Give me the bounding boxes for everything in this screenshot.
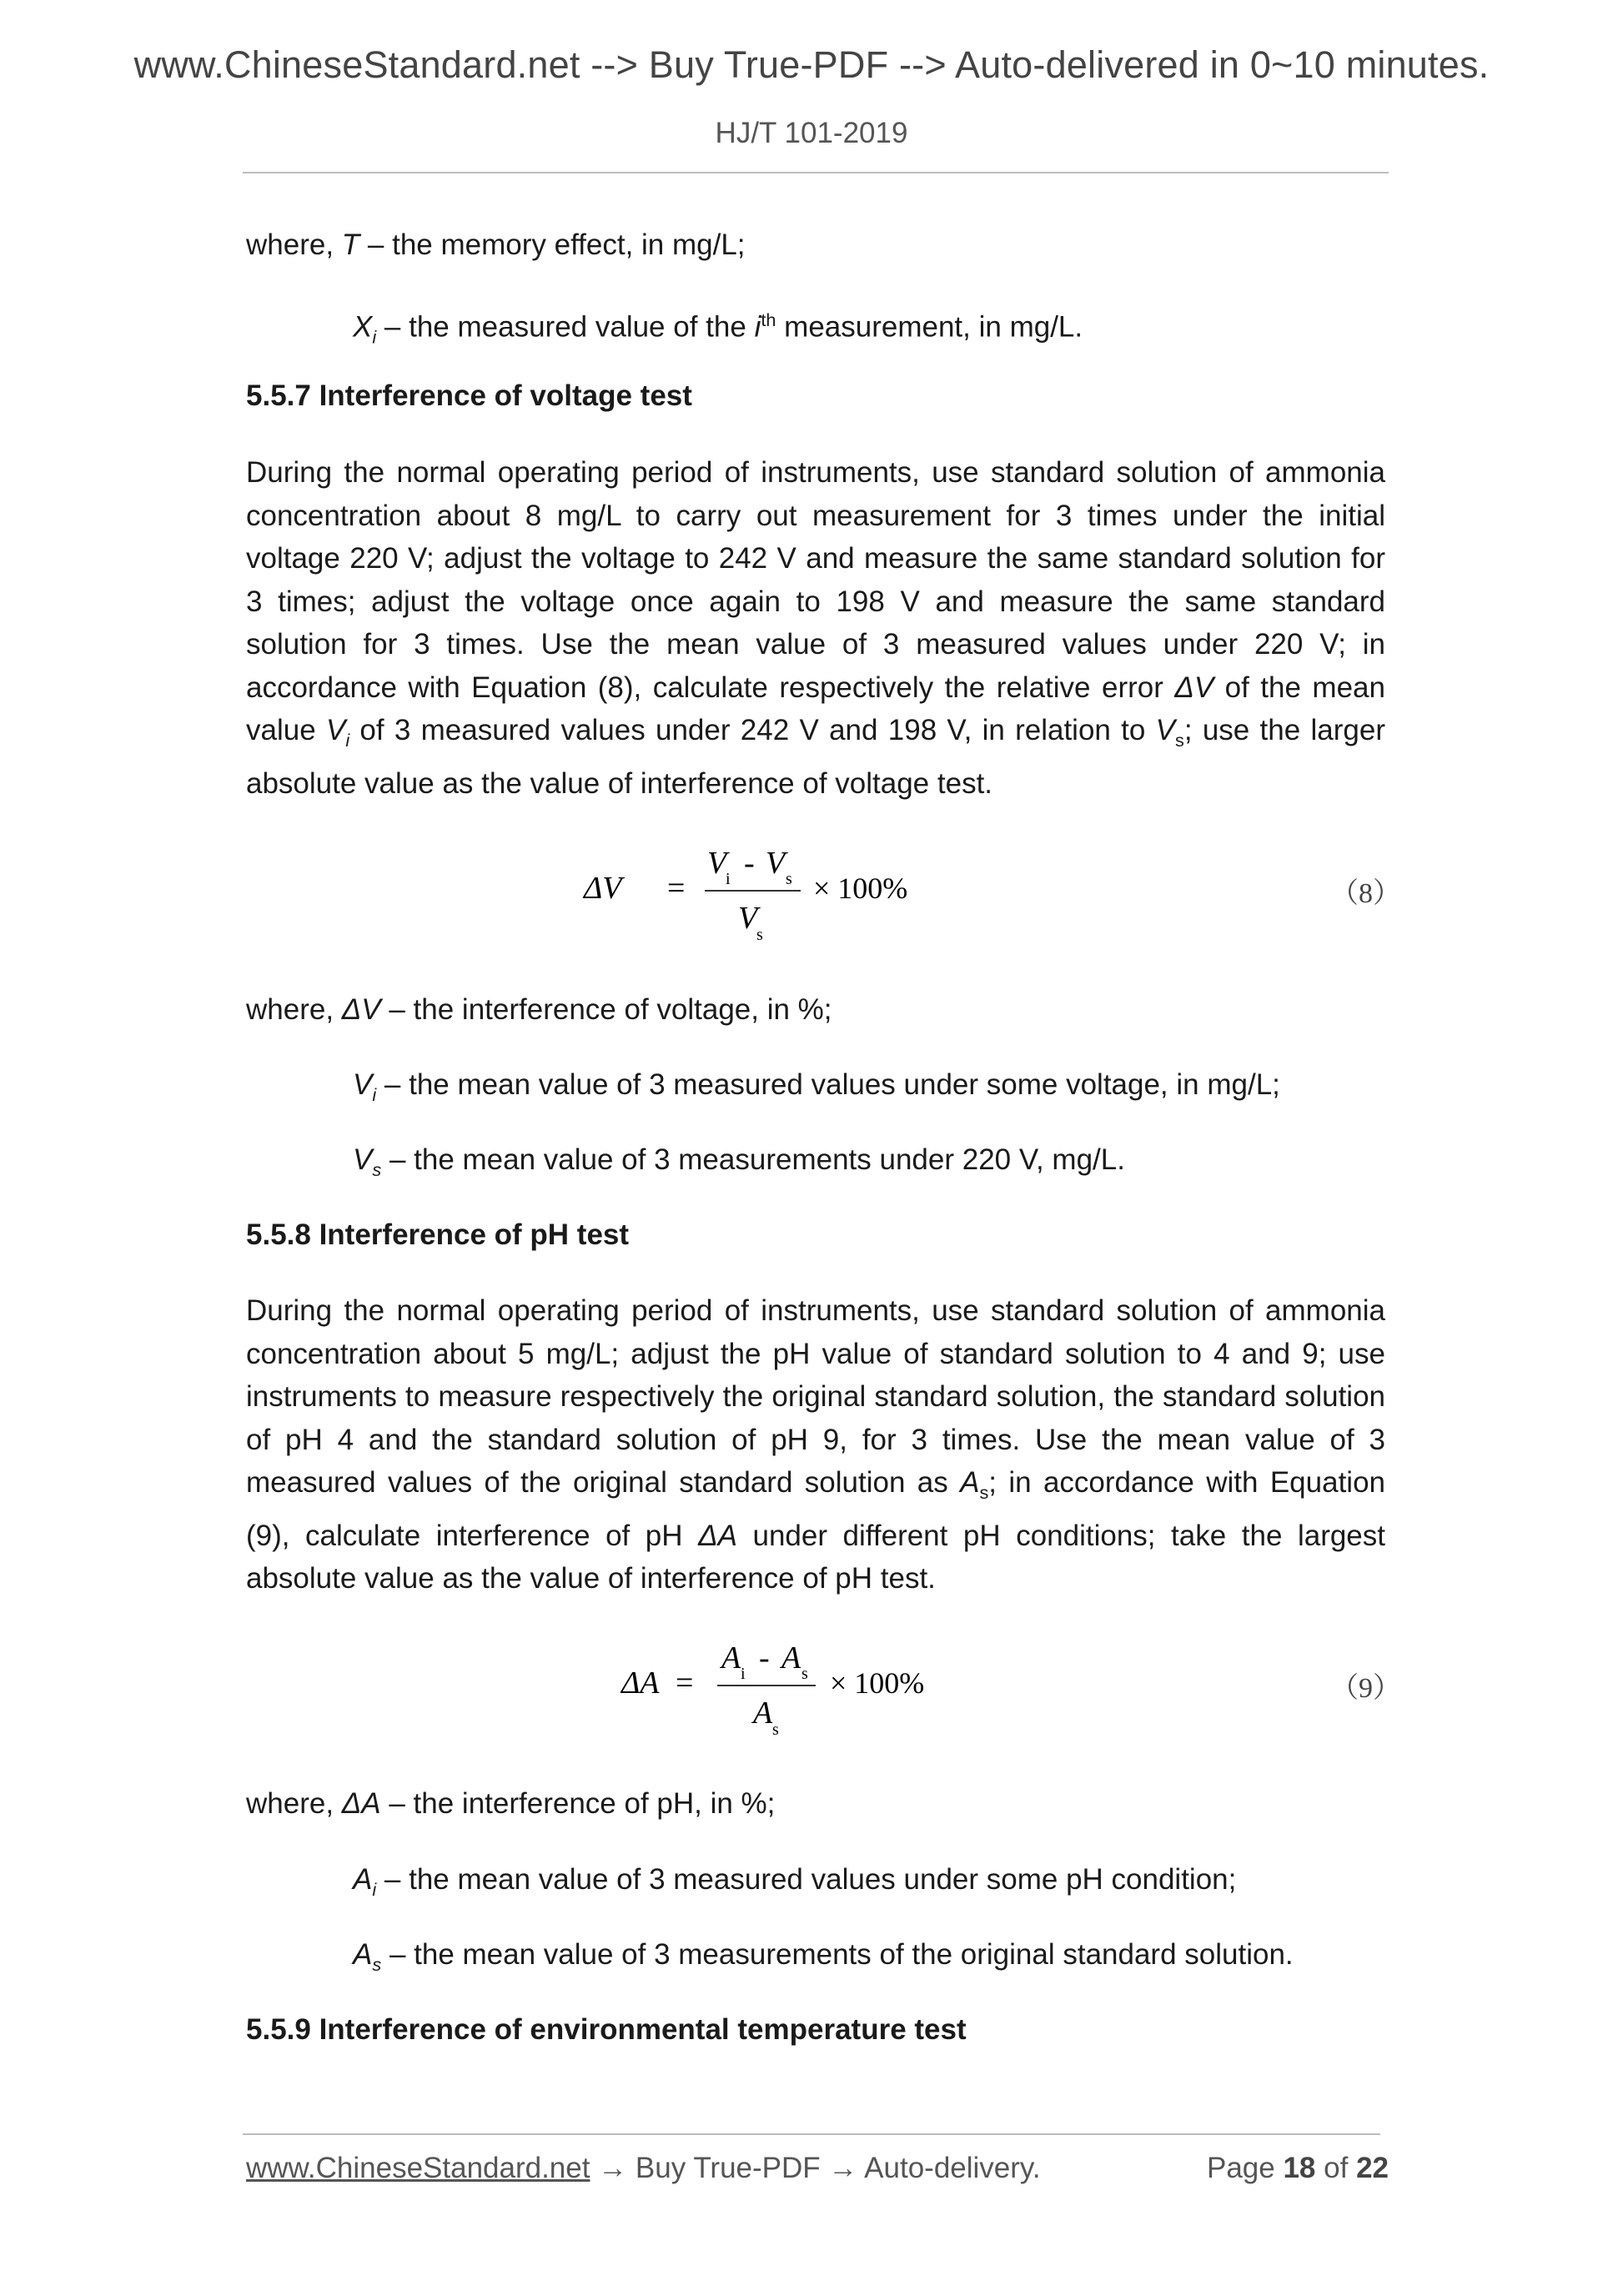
heading-5-5-8: 5.5.8 Interference of pH test	[246, 1218, 630, 1251]
eq9-minus: -	[759, 1640, 770, 1676]
def-Vi: $V_i$ – the mean value of 3 measured values under some voltage, in mg/L;	[353, 1068, 1280, 1105]
eq8-lhs: ΔV	[584, 871, 622, 906]
eq9-num-a-sub: i	[741, 1665, 746, 1683]
eq9-den: A	[753, 1696, 773, 1731]
footer-divider	[243, 2133, 1380, 2135]
eq8-den-sub: s	[756, 926, 763, 944]
eq8-num-a: V	[707, 846, 727, 881]
standard-code: HJ/T 101-2019	[715, 117, 908, 149]
footer-text: → Buy True-PDF → Auto-delivery.	[598, 2152, 1041, 2184]
header-banner: www.ChineseStandard.net --> Buy True-PDF --> Auto-delivered in 0~10 minutes.	[133, 43, 1490, 86]
eq9-num-a: A	[721, 1640, 741, 1676]
def-dV: where, ΔV – the interference of voltage, in %;	[246, 993, 832, 1026]
def-Xi: $X_i$ – the measured value of the $i^{th}$ measurement, in mg/L.	[353, 309, 1083, 348]
eq9-num-b-sub: s	[801, 1665, 808, 1683]
page-number: 18	[1283, 2152, 1316, 2184]
eq9-equals: =	[676, 1665, 694, 1701]
def-Vs: $V_s$ – the mean value of 3 measurements under 220 V, mg/L.	[353, 1143, 1125, 1180]
page-indicator: Page 18 of 22	[1206, 2152, 1389, 2184]
eq9-num-b: A	[781, 1640, 801, 1676]
eq9-lhs: ΔA	[621, 1665, 660, 1701]
eq8-den: V	[738, 901, 758, 936]
eq9-times: × 100%	[830, 1666, 925, 1700]
footer	[246, 2152, 1389, 2185]
eq8-minus: -	[744, 846, 755, 881]
eq8-num-a-sub: i	[726, 870, 731, 888]
equation-9-formula	[584, 1633, 1118, 1741]
eq8-times: × 100%	[813, 872, 908, 905]
def-Ai: $A_i$ – the mean value of 3 measured values under some pH condition;	[353, 1863, 1237, 1900]
eq8-num-b: V	[766, 846, 786, 881]
heading-5-5-9: 5.5.9 Interference of environmental temperature test	[246, 2013, 967, 2046]
equation-8-formula	[584, 838, 1118, 947]
equation-9	[584, 1633, 1401, 1741]
eq8-equals: =	[667, 871, 686, 906]
def-dA: where, ΔA – the interference of pH, in %;	[246, 1787, 776, 1820]
equation-8-number: （8）	[1330, 878, 1401, 909]
eq8-num-b-sub: s	[786, 870, 792, 888]
def-T: where, T – the memory effect, in mg/L;	[246, 229, 746, 261]
eq9-den-sub: s	[772, 1721, 779, 1739]
def-As: $A_s$ – the mean value of 3 measurements of the original standard solution.	[353, 1938, 1294, 1975]
equation-8	[584, 838, 1401, 947]
header-divider	[243, 172, 1389, 173]
paragraph-ph-test: During the normal operating period of instruments, use standard solution of ammonia concentration about 5 mg/L; adjust the pH value of standard solution to 4 and 9; use instruments to measure respectively the original standard solution, the standard solution of pH 4 and the standard solution of pH 9, for 3 times. Use the mean value of 3 measured values of the original standard solution as $A_s$; in accordance with Equation (9), calculate interference of pH ΔA under different pH conditions; take the largest absolute value as the value of interference of pH test.	[246, 1294, 1386, 1595]
heading-5-5-7: 5.5.7 Interference of voltage test	[246, 379, 692, 412]
equation-9-number: （9）	[1330, 1673, 1401, 1704]
paragraph-voltage-test: During the normal operating period of instruments, use standard solution of ammonia concentration about 8 mg/L to carry out measurement for 3 times under the initial voltage 220 V; adjust the voltage to 242 V and measure the same standard solution for 3 times; adjust the voltage once again to 198 V and measure the same standard solution for 3 times. Use the mean value of 3 measured values under 220 V; in accordance with Equation (8), calculate respectively the relative error ΔV of the mean value $V_i$ of 3 measured values under 242 V and 198 V, in relation to $V_s$; use the larger absolute value as the value of interference of voltage test.	[246, 456, 1385, 800]
footer-link[interactable]: www.ChineseStandard.net	[246, 2152, 590, 2184]
page-total: 22	[1356, 2152, 1389, 2184]
